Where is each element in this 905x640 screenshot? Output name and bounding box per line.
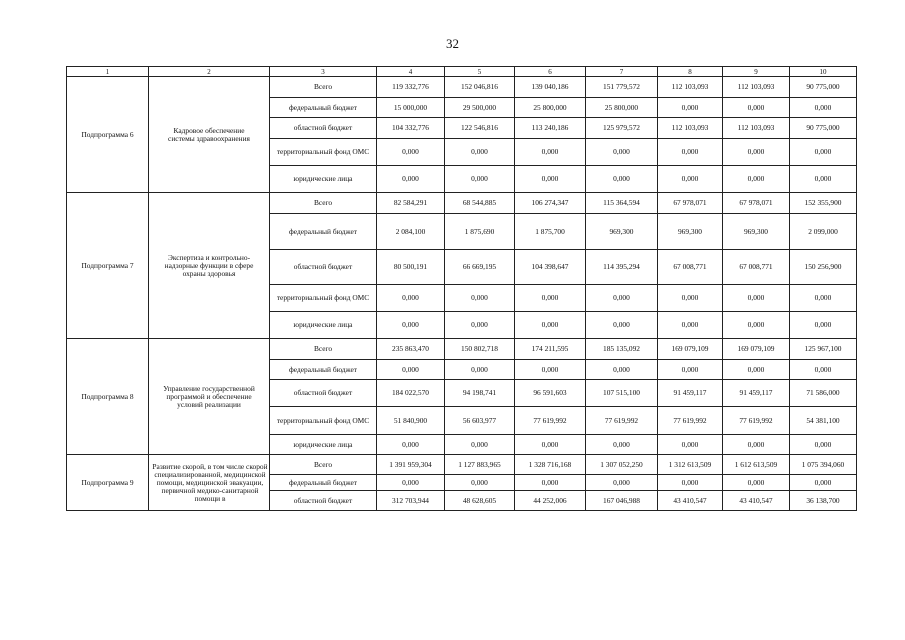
amount-cell: 1 612 613,509	[723, 455, 790, 475]
funding-source: областной бюджет	[270, 491, 377, 511]
amount-cell: 77 619,992	[658, 407, 723, 435]
amount-cell: 51 840,900	[377, 407, 445, 435]
amount-cell: 15 000,000	[377, 98, 445, 118]
table-body	[67, 77, 857, 511]
amount-cell: 0,000	[586, 435, 658, 455]
amount-cell: 0,000	[790, 139, 857, 166]
column-header: 2	[149, 67, 270, 77]
amount-cell: 90 775,000	[790, 77, 857, 98]
table-row	[67, 77, 857, 98]
amount-cell: 0,000	[586, 139, 658, 166]
amount-cell: 152 355,900	[790, 193, 857, 214]
amount-cell: 151 779,572	[586, 77, 658, 98]
header-row	[67, 67, 857, 77]
subprogram-name: Подпрограмма 7	[67, 193, 149, 339]
amount-cell: 0,000	[377, 475, 445, 491]
amount-cell: 0,000	[515, 475, 586, 491]
subprogram-description	[149, 77, 270, 193]
amount-cell: 169 079,109	[723, 339, 790, 360]
amount-cell: 0,000	[515, 166, 586, 193]
amount-cell: 0,000	[658, 312, 723, 339]
funding-source: юридические лица	[270, 166, 377, 193]
funding-source: юридические лица	[270, 435, 377, 455]
funding-source: Всего	[270, 193, 377, 214]
amount-cell: 969,300	[658, 214, 723, 250]
amount-cell: 48 628,605	[445, 491, 515, 511]
amount-cell: 122 546,816	[445, 118, 515, 139]
amount-cell: 0,000	[515, 360, 586, 380]
amount-cell: 0,000	[658, 166, 723, 193]
amount-cell: 112 103,093	[723, 77, 790, 98]
amount-cell: 43 410,547	[658, 491, 723, 511]
amount-cell: 0,000	[790, 285, 857, 312]
subprogram-name: Подпрограмма 9	[67, 455, 149, 511]
funding-source: федеральный бюджет	[270, 214, 377, 250]
amount-cell: 0,000	[445, 360, 515, 380]
amount-cell: 91 459,117	[658, 380, 723, 407]
amount-cell: 969,300	[723, 214, 790, 250]
amount-cell: 169 079,109	[658, 339, 723, 360]
funding-source: федеральный бюджет	[270, 360, 377, 380]
amount-cell: 0,000	[445, 312, 515, 339]
amount-cell: 71 586,000	[790, 380, 857, 407]
amount-cell: 2 084,100	[377, 214, 445, 250]
amount-cell: 125 979,572	[586, 118, 658, 139]
amount-cell: 235 863,470	[377, 339, 445, 360]
amount-cell: 1 391 959,304	[377, 455, 445, 475]
amount-cell: 107 515,100	[586, 380, 658, 407]
amount-cell: 0,000	[586, 360, 658, 380]
amount-cell: 0,000	[790, 312, 857, 339]
amount-cell: 119 332,776	[377, 77, 445, 98]
amount-cell: 1 127 883,965	[445, 455, 515, 475]
funding-source: Всего	[270, 77, 377, 98]
funding-source: территориальный фонд ОМС	[270, 285, 377, 312]
amount-cell: 43 410,547	[723, 491, 790, 511]
amount-cell: 0,000	[586, 166, 658, 193]
subprogram-name: Подпрограмма 6	[67, 77, 149, 193]
amount-cell: 1 328 716,168	[515, 455, 586, 475]
amount-cell: 80 500,191	[377, 250, 445, 285]
amount-cell: 67 008,771	[723, 250, 790, 285]
column-header: 1	[67, 67, 149, 77]
funding-source: областной бюджет	[270, 380, 377, 407]
page-number: 32	[446, 36, 459, 51]
funding-source: территориальный фонд ОМС	[270, 139, 377, 166]
amount-cell: 82 584,291	[377, 193, 445, 214]
amount-cell: 0,000	[377, 312, 445, 339]
amount-cell: 167 046,988	[586, 491, 658, 511]
amount-cell: 29 500,000	[445, 98, 515, 118]
amount-cell: 0,000	[658, 435, 723, 455]
amount-cell: 139 040,186	[515, 77, 586, 98]
amount-cell: 25 800,000	[586, 98, 658, 118]
funding-source: юридические лица	[270, 312, 377, 339]
column-header: 6	[515, 67, 586, 77]
funding-source: территориальный фонд ОМС	[270, 407, 377, 435]
table-row	[67, 339, 857, 360]
amount-cell: 67 978,071	[658, 193, 723, 214]
amount-cell: 184 022,570	[377, 380, 445, 407]
amount-cell: 0,000	[658, 285, 723, 312]
amount-cell: 0,000	[377, 166, 445, 193]
amount-cell: 150 802,718	[445, 339, 515, 360]
subprogram-description	[149, 193, 270, 339]
funding-source: Всего	[270, 455, 377, 475]
column-header: 4	[377, 67, 445, 77]
amount-cell: 44 252,006	[515, 491, 586, 511]
amount-cell: 0,000	[723, 475, 790, 491]
amount-cell: 67 008,771	[658, 250, 723, 285]
amount-cell: 96 591,603	[515, 380, 586, 407]
amount-cell: 0,000	[377, 435, 445, 455]
amount-cell: 1 312 613,509	[658, 455, 723, 475]
amount-cell: 0,000	[445, 139, 515, 166]
amount-cell: 91 459,117	[723, 380, 790, 407]
amount-cell: 77 619,992	[515, 407, 586, 435]
amount-cell: 112 103,093	[723, 118, 790, 139]
amount-cell: 0,000	[723, 98, 790, 118]
amount-cell: 1 875,690	[445, 214, 515, 250]
amount-cell: 104 332,776	[377, 118, 445, 139]
funding-source: Всего	[270, 339, 377, 360]
amount-cell: 1 075 394,060	[790, 455, 857, 475]
amount-cell: 0,000	[723, 312, 790, 339]
amount-cell: 0,000	[658, 475, 723, 491]
amount-cell: 312 703,944	[377, 491, 445, 511]
amount-cell: 77 619,992	[586, 407, 658, 435]
funding-source: областной бюджет	[270, 118, 377, 139]
column-header: 10	[790, 67, 857, 77]
amount-cell: 66 669,195	[445, 250, 515, 285]
amount-cell: 0,000	[790, 475, 857, 491]
amount-cell: 0,000	[445, 166, 515, 193]
amount-cell: 0,000	[586, 285, 658, 312]
amount-cell: 0,000	[445, 435, 515, 455]
amount-cell: 0,000	[723, 435, 790, 455]
funding-source: федеральный бюджет	[270, 98, 377, 118]
amount-cell: 0,000	[515, 312, 586, 339]
column-header: 3	[270, 67, 377, 77]
amount-cell: 113 240,186	[515, 118, 586, 139]
subprogram-description	[149, 339, 270, 455]
column-header: 8	[658, 67, 723, 77]
amount-cell: 152 046,816	[445, 77, 515, 98]
amount-cell: 25 800,000	[515, 98, 586, 118]
amount-cell: 150 256,900	[790, 250, 857, 285]
column-header: 7	[586, 67, 658, 77]
amount-cell: 54 381,100	[790, 407, 857, 435]
funding-source: федеральный бюджет	[270, 475, 377, 491]
amount-cell: 0,000	[790, 166, 857, 193]
amount-cell: 114 395,294	[586, 250, 658, 285]
amount-cell: 0,000	[723, 285, 790, 312]
amount-cell: 0,000	[515, 139, 586, 166]
amount-cell: 106 274,347	[515, 193, 586, 214]
amount-cell: 0,000	[658, 98, 723, 118]
amount-cell: 112 103,093	[658, 118, 723, 139]
subprogram-description-text: Экспертиза и контрольно-надзорные функции в сфере охраны здоровья	[164, 252, 254, 278]
amount-cell: 0,000	[445, 475, 515, 491]
amount-cell: 174 211,595	[515, 339, 586, 360]
amount-cell: 0,000	[586, 475, 658, 491]
amount-cell: 94 198,741	[445, 380, 515, 407]
amount-cell: 77 619,992	[723, 407, 790, 435]
amount-cell: 67 978,071	[723, 193, 790, 214]
amount-cell: 0,000	[586, 312, 658, 339]
subprogram-name: Подпрограмма 8	[67, 339, 149, 455]
subprogram-description-text: Развитие скорой, в том числе скорой специализированной, медицинской помощи, медицинской эвакуации, первичной медико-санитарной помощи в	[152, 461, 268, 503]
amount-cell: 0,000	[515, 285, 586, 312]
amount-cell: 0,000	[790, 360, 857, 380]
subprogram-description-text: Управление государственной программой и обеспечение условий реализации	[163, 383, 255, 409]
amount-cell: 969,300	[586, 214, 658, 250]
amount-cell: 104 398,647	[515, 250, 586, 285]
funding-source: областной бюджет	[270, 250, 377, 285]
amount-cell: 1 307 052,250	[586, 455, 658, 475]
amount-cell: 185 135,092	[586, 339, 658, 360]
amount-cell: 0,000	[515, 435, 586, 455]
column-header: 5	[445, 67, 515, 77]
amount-cell: 0,000	[445, 285, 515, 312]
amount-cell: 0,000	[790, 435, 857, 455]
subprogram-description	[149, 455, 270, 511]
amount-cell: 68 544,885	[445, 193, 515, 214]
amount-cell: 115 364,594	[586, 193, 658, 214]
table-row	[67, 193, 857, 214]
amount-cell: 0,000	[658, 139, 723, 166]
amount-cell: 56 603,977	[445, 407, 515, 435]
amount-cell: 112 103,093	[658, 77, 723, 98]
amount-cell: 1 875,700	[515, 214, 586, 250]
subprogram-description-text: Кадровое обеспечение системы здравоохранения	[168, 125, 250, 143]
amount-cell: 125 967,100	[790, 339, 857, 360]
table-row	[67, 455, 857, 475]
amount-cell: 2 099,000	[790, 214, 857, 250]
amount-cell: 0,000	[723, 166, 790, 193]
amount-cell: 0,000	[377, 285, 445, 312]
amount-cell: 36 138,700	[790, 491, 857, 511]
amount-cell: 90 775,000	[790, 118, 857, 139]
amount-cell: 0,000	[790, 98, 857, 118]
budget-table	[66, 66, 857, 511]
amount-cell: 0,000	[377, 360, 445, 380]
amount-cell: 0,000	[377, 139, 445, 166]
amount-cell: 0,000	[723, 360, 790, 380]
amount-cell: 0,000	[723, 139, 790, 166]
column-header: 9	[723, 67, 790, 77]
amount-cell: 0,000	[658, 360, 723, 380]
